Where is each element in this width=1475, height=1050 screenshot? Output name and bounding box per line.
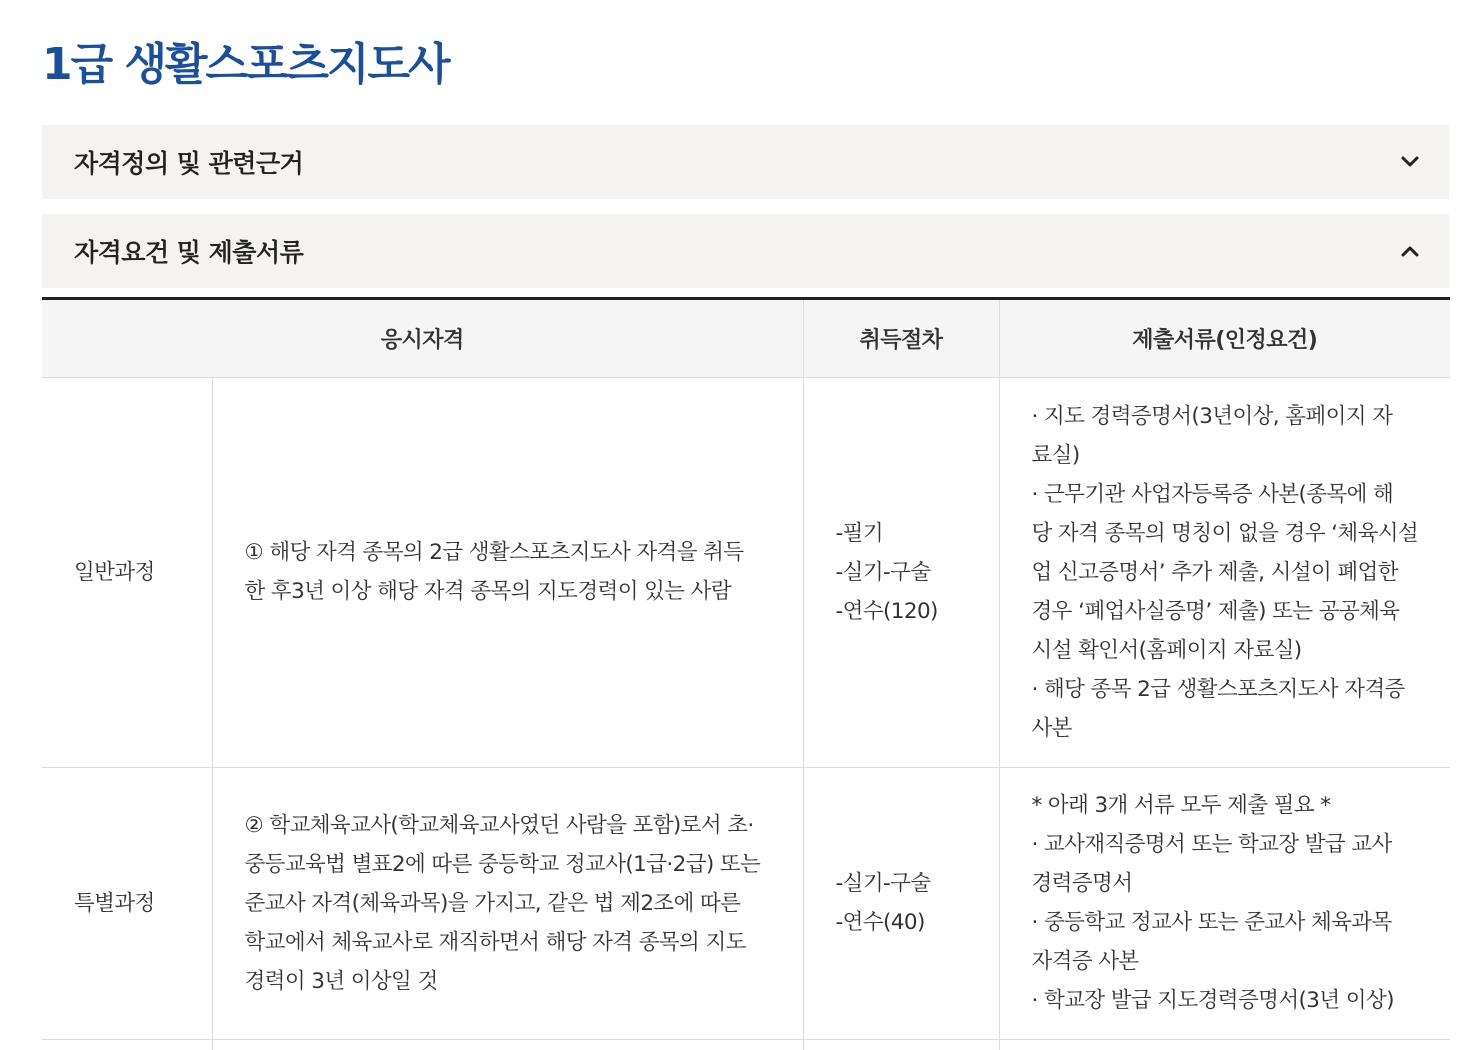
row-category: 특별과정 xyxy=(42,767,212,1039)
row-procedure xyxy=(803,377,999,767)
row-documents xyxy=(999,377,1450,767)
row-documents xyxy=(999,767,1450,1039)
row-category: 일반과정 xyxy=(42,377,212,767)
qualification-line: 학교에서 체육교사로 재직하면서 해당 자격 종목의 지도 xyxy=(244,929,746,955)
qualification-line: ① 해당 자격 종목의 2급 생활스포츠지도사 자격을 취득 xyxy=(244,540,744,565)
accordion-requirements[interactable] xyxy=(42,214,1449,288)
document-line: * 아래 3개 서류 모두 제출 필요 * xyxy=(1031,793,1331,818)
qualification-line: 준교사 자격(체육과목)을 가지고, 같은 법 제2조에 따른 xyxy=(244,890,741,916)
chevron-down-icon[interactable] xyxy=(1399,151,1421,173)
header-procedure: 취득절차 xyxy=(803,300,999,377)
document-line: · 해당 종목 2급 생활스포츠지도사 자격증 xyxy=(1031,676,1405,702)
row-procedure xyxy=(803,767,999,1039)
header-documents: 제출서류(인정요건) xyxy=(999,300,1450,377)
qualification-line: ② 학교체육교사(학교체육교사였던 사람을 포함)로서 초· xyxy=(244,812,754,838)
row-qualification xyxy=(212,767,803,1039)
row-documents xyxy=(999,1039,1450,1050)
table-row xyxy=(42,377,1450,767)
page-title: 1급 생활스포츠지도사 xyxy=(42,39,449,90)
procedure-line: -필기 xyxy=(835,520,884,546)
qualification-line: 중등교육법 별표2에 따른 중등학교 정교사(1급·2급) 또는 xyxy=(244,851,761,877)
accordion-definition[interactable] xyxy=(42,125,1449,199)
document-line: 시설 확인서(홈페이지 자료실) xyxy=(1031,637,1302,663)
document-line: 경력증명서 xyxy=(1031,871,1133,896)
document-line: · 교사재직증명서 또는 학교장 발급 교사 xyxy=(1031,832,1392,857)
procedure-line: -연수(40) xyxy=(835,910,925,935)
procedure-line: -실기-구술 xyxy=(835,559,931,585)
table-row xyxy=(42,1039,1450,1050)
table-row xyxy=(42,767,1450,1039)
document-line: · 중등학교 정교사 또는 준교사 체육과목 xyxy=(1031,910,1392,935)
document-line: · 지도 경력증명서(3년이상, 홈페이지 자 xyxy=(1031,403,1393,429)
row-category xyxy=(42,1039,212,1050)
header-qualification: 응시자격 xyxy=(42,300,803,377)
document-line: · 근무기관 사업자등록증 사본(종목에 해 xyxy=(1031,481,1394,507)
document-line: 당 자격 종목의 명칭이 없을 경우 ‘체육시설 xyxy=(1031,520,1419,546)
document-line: 업 신고증명서’ 추가 제출, 시설이 폐업한 xyxy=(1031,559,1398,585)
document-line: · 학교장 발급 지도경력증명서(3년 이상) xyxy=(1031,988,1394,1013)
requirements-table xyxy=(42,297,1450,1050)
document-line: 자격증 사본 xyxy=(1031,949,1139,974)
chevron-up-icon[interactable] xyxy=(1399,240,1421,262)
row-procedure xyxy=(803,1039,999,1050)
procedure-line: -실기-구술 xyxy=(835,871,931,896)
qualification-line: 한 후3년 이상 해당 자격 종목의 지도경력이 있는 사람 xyxy=(244,579,732,604)
table-header-row xyxy=(42,300,1450,377)
qualification-line: 경력이 3년 이상일 것 xyxy=(244,968,438,994)
row-qualification xyxy=(212,377,803,767)
procedure-line: -연수(120) xyxy=(835,598,938,624)
accordion-definition-label: 자격정의 및 관련근거 xyxy=(74,149,304,178)
accordion-requirements-label: 자격요건 및 제출서류 xyxy=(74,238,304,267)
document-line: 료실) xyxy=(1031,442,1080,468)
document-line: 경우 ‘폐업사실증명’ 제출) 또는 공공체육 xyxy=(1031,598,1400,624)
document-line: 사본 xyxy=(1031,715,1072,741)
row-qualification xyxy=(212,1039,803,1050)
